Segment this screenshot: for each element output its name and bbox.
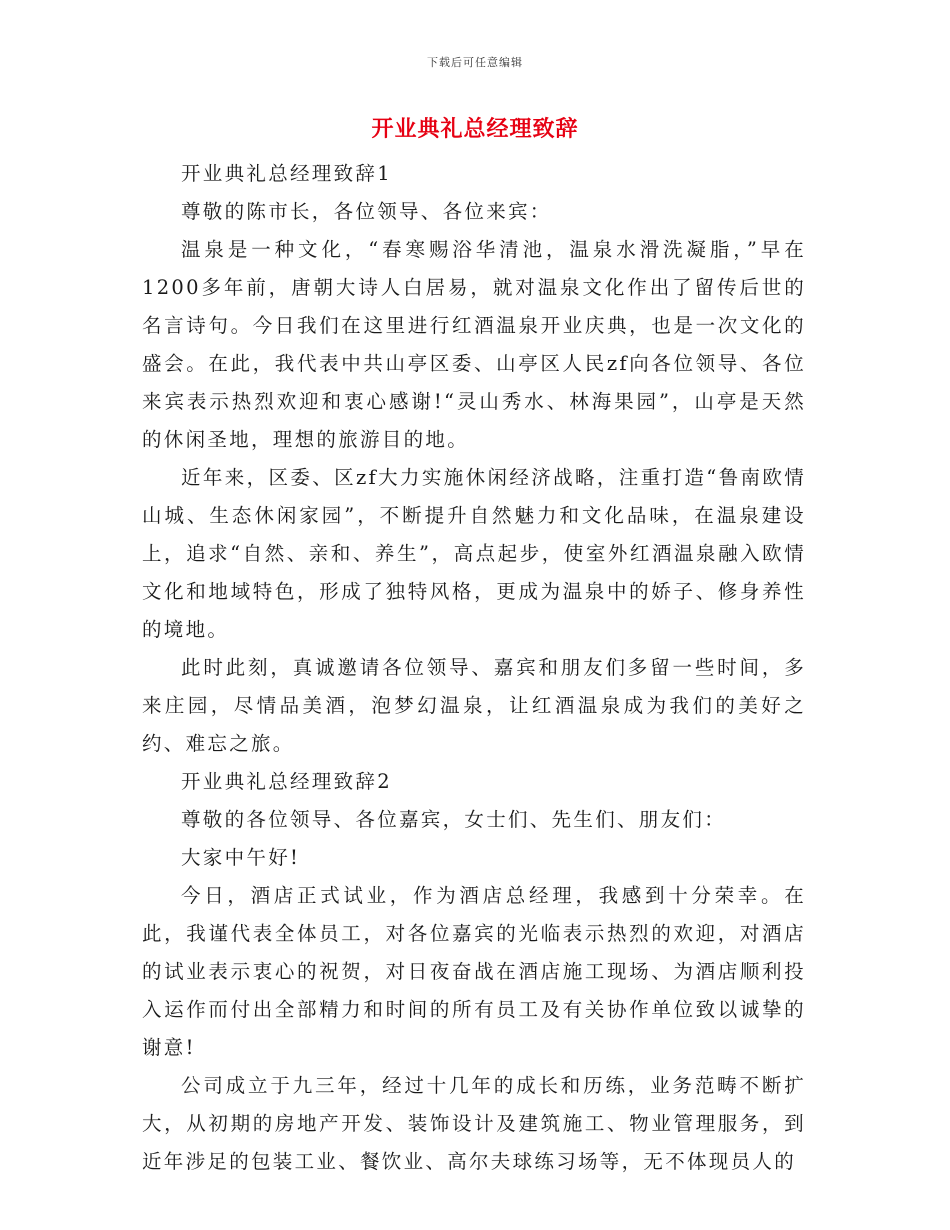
- greeting: 大家中午好!: [181, 846, 301, 869]
- paragraph: 此时此刻，真诚邀请各位领导、嘉宾和朋友们多留一些时间，多来庄园，尽情品美酒，泡梦幻温泉，让红酒温泉成为我们的美好之约、难忘之旅。: [142, 656, 806, 755]
- paragraph: 今日，酒店正式试业，作为酒店总经理，我感到十分荣幸。在此，我谨代表全体员工，对各位嘉宾的光临表示热烈的欢迎，对酒店的试业表示衷心的祝贺，对日夜奋战在酒店施工现场、为酒店顺利投入运作而付出全部精力和时间的所有员工及有关协作单位致以诚挚的谢意!: [142, 884, 806, 1059]
- header-note: 下载后可任意编辑: [427, 56, 523, 69]
- paragraph: 温泉是一种文化，“春寒赐浴华清池，温泉水滑洗凝脂，”早在1200多年前，唐朝大诗人白居易，就对温泉文化作出了留传后世的名言诗句。今日我们在这里进行红酒温泉开业庆典，也是一次文化的盛会。在此，我代表中共山亭区委、山亭区人民zf向各位领导、各位来宾表示热烈欢迎和衷心感谢!“灵山秀水、林海果园”，山亭是天然的休闲圣地，理想的旅游目的地。: [142, 238, 806, 451]
- section-heading-2: 开业典礼总经理致辞2: [181, 770, 392, 793]
- section-heading-1: 开业典礼总经理致辞1: [181, 162, 392, 185]
- document-body: [142, 155, 806, 1181]
- paragraph: 近年来，区委、区zf大力实施休闲经济战略，注重打造“鲁南欧情山城、生态休闲家园”，不断提升自然魅力和文化品味，在温泉建设上，追求“自然、亲和、养生”，高点起步，使室外红酒温泉融入欧情文化和地域特色，形成了独特风格，更成为温泉中的娇子、修身养性的境地。: [142, 466, 806, 641]
- salutation-1: 尊敬的陈市长，各位领导、各位来宾：: [181, 200, 552, 223]
- salutation-2: 尊敬的各位领导、各位嘉宾，女士们、先生们、朋友们：: [181, 808, 727, 831]
- document-title: 开业典礼总经理致辞: [371, 117, 579, 142]
- paragraph: 公司成立于九三年，经过十几年的成长和历练，业务范畴不断扩大，从初期的房地产开发、装饰设计及建筑施工、物业管理服务，到近年涉足的包装工业、餐饮业、高尔夫球练习场等，无不体现员人的: [142, 1074, 806, 1173]
